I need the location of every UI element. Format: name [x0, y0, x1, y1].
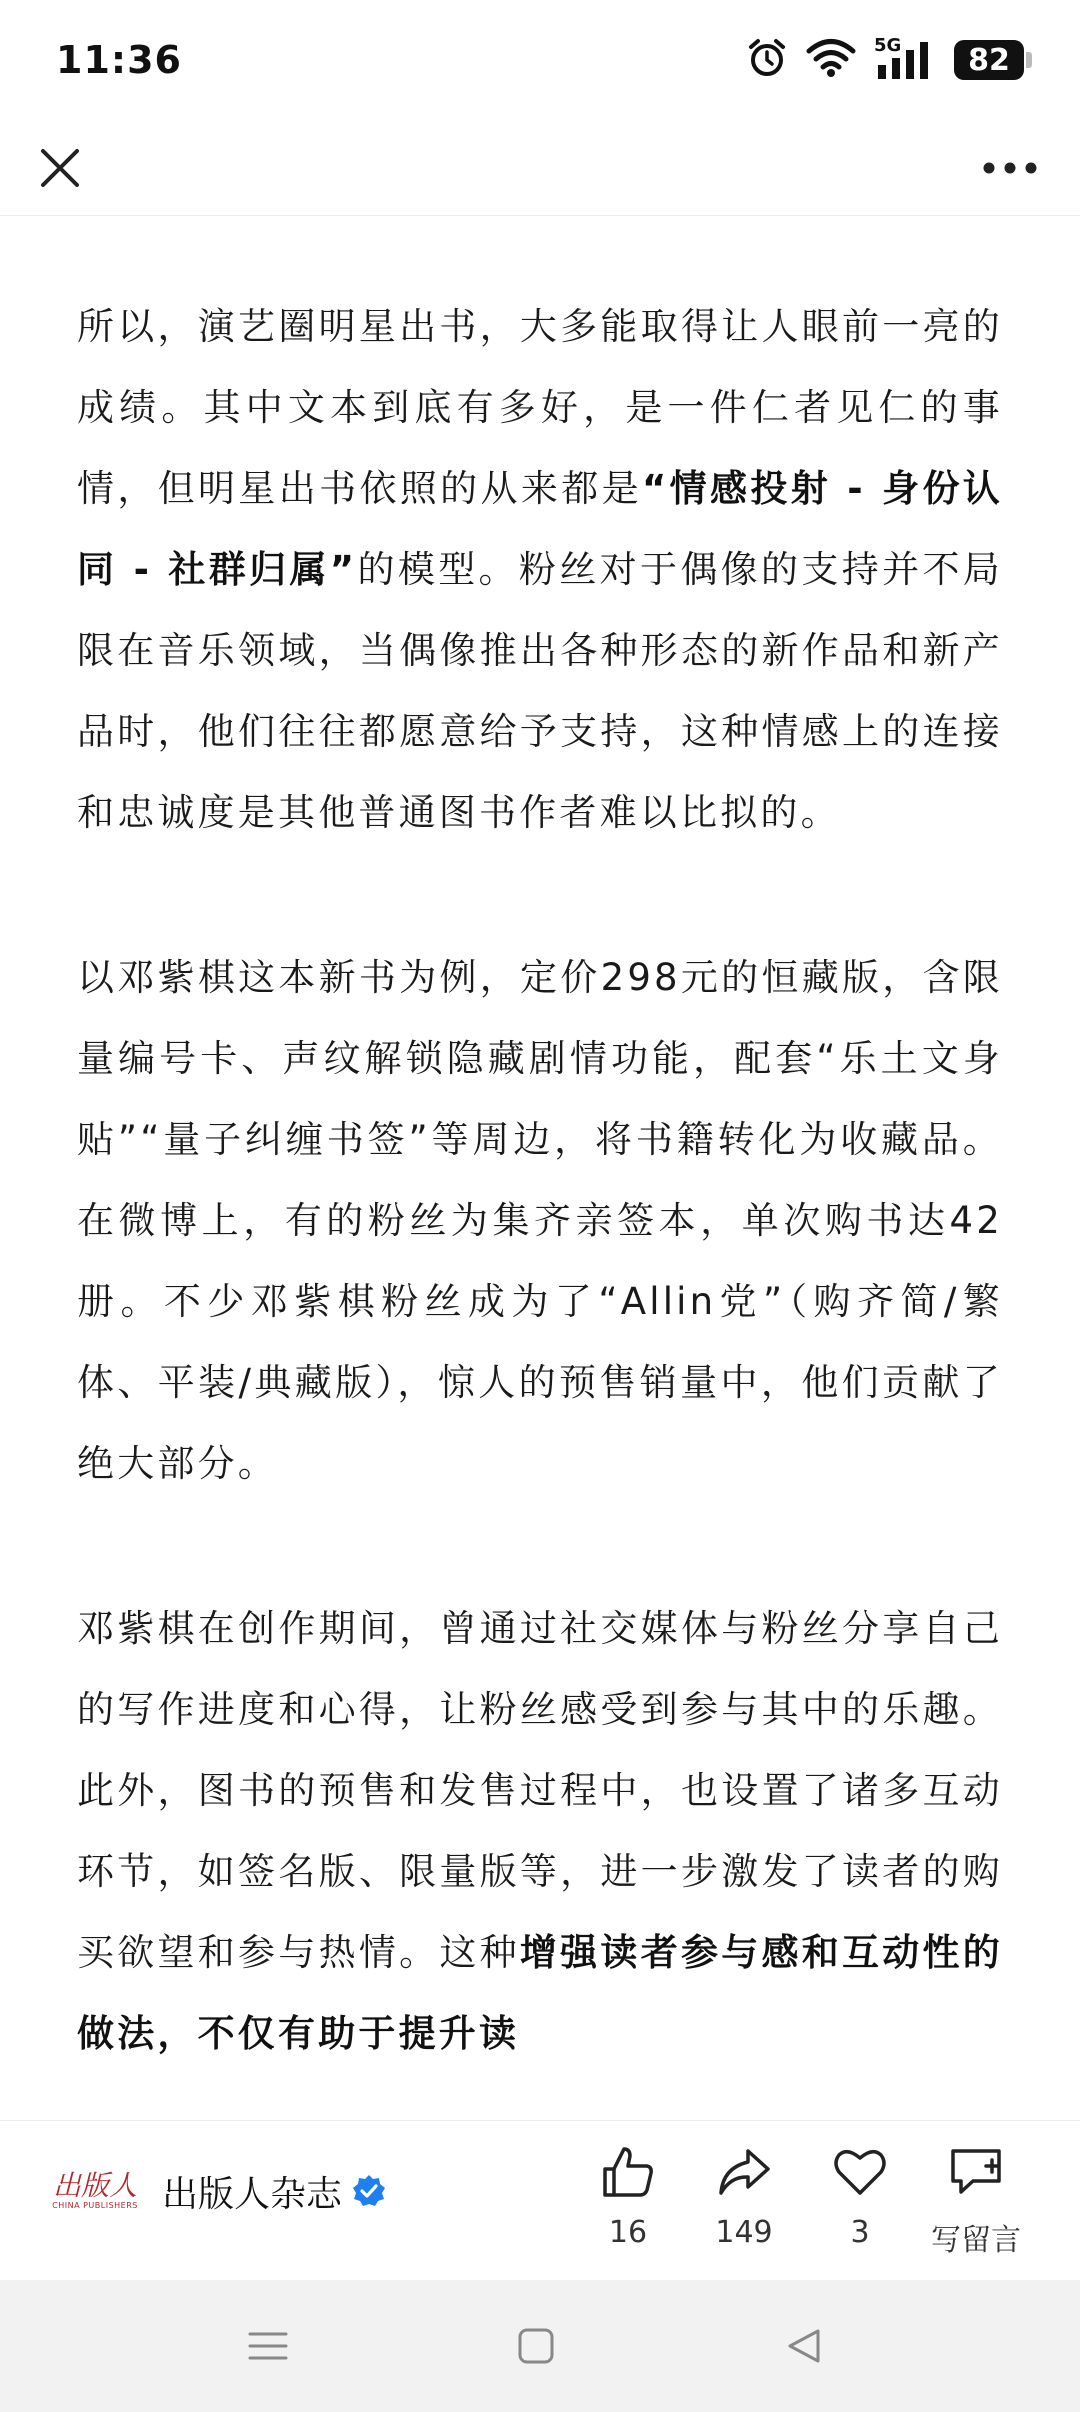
favorite-button[interactable]: [805, 2143, 915, 2250]
comment-button[interactable]: [921, 2143, 1031, 2259]
share-button[interactable]: [689, 2143, 799, 2250]
more-button[interactable]: [970, 138, 1050, 198]
more-icon: [982, 161, 1038, 175]
paragraph: [77, 1588, 1003, 2074]
paragraph-bold-text: 增强读者参与感和互动性的做法，不仅有助于提升读: [77, 1931, 1004, 2055]
paragraph: [77, 937, 1003, 1504]
signal-icon: [874, 35, 936, 81]
verified-icon: [352, 2174, 386, 2208]
heart-icon: [831, 2143, 889, 2201]
logo-cn: 出版人: [52, 2169, 137, 2202]
network-type: 5G: [874, 35, 902, 56]
menu-icon: [248, 2326, 288, 2366]
home-icon: [516, 2326, 556, 2366]
back-icon: [784, 2326, 824, 2366]
share-icon: [715, 2143, 773, 2201]
wifi-icon: [806, 38, 856, 82]
author-info[interactable]: [50, 2161, 386, 2221]
favorite-count: 3: [850, 2215, 870, 2250]
close-button[interactable]: [30, 138, 90, 198]
paragraph-bold-text: “情感投射 - 身份认同 - 社群归属”: [77, 467, 1003, 591]
bottom-action-bar: [0, 2120, 1080, 2280]
share-count: 149: [715, 2215, 773, 2250]
menu-button[interactable]: [240, 2318, 296, 2374]
publisher-logo: [50, 2161, 140, 2221]
home-button[interactable]: [508, 2318, 564, 2374]
paragraph-text: 的模型。粉丝对于偶像的支持并不局限在音乐领域，当偶像推出各种形态的新作品和新产品时，他们往往都愿意给予支持，这种情感上的连接和忠诚度是其他普通图书作者难以比拟的。: [77, 548, 1003, 834]
status-icons: [746, 37, 1032, 83]
author-name[interactable]: 出版人杂志: [162, 2173, 343, 2215]
system-nav-bar: [0, 2280, 1080, 2412]
back-button[interactable]: [776, 2318, 832, 2374]
thumbs-up-icon: [599, 2143, 657, 2201]
paragraph: [77, 286, 1003, 853]
alarm-icon: [746, 37, 788, 83]
paragraph-text: 以邓紫棋这本新书为例，定价298元的恒藏版，含限量编号卡、声纹解锁隐藏剧情功能，配套“乐土文身贴”“量子纠缠书签”等周边，将书籍转化为收藏品。在微博上，有的粉丝为集齐亲签本，单次购书达42册。不少邓紫棋粉丝成为了“Allin党”（购齐简/繁体、平装/典藏版），惊人的预售销量中，他们贡献了绝大部分。: [77, 956, 1003, 1485]
status-bar: [0, 0, 1080, 120]
comment-label: 写留言: [931, 2223, 1021, 2258]
paragraph-text: 所以，演艺圈明星出书，大多能取得让人眼前一亮的成绩。其中文本到底有多好，是一件仁者见仁的事情，但明星出书依照的从来都是: [77, 305, 1003, 510]
close-icon: [39, 147, 81, 189]
like-button[interactable]: [573, 2143, 683, 2250]
top-bar: [0, 120, 1080, 216]
comment-icon: [947, 2143, 1005, 2201]
article-body: [77, 286, 1003, 2158]
status-time: 11:36: [56, 38, 182, 82]
battery-icon: [954, 40, 1032, 80]
battery-level: 82: [954, 40, 1024, 80]
like-count: 16: [608, 2215, 648, 2250]
paragraph-text: 邓紫棋在创作期间，曾通过社交媒体与粉丝分享自己的写作进度和心得，让粉丝感受到参与其中的乐趣。此外，图书的预售和发售过程中，也设置了诸多互动环节，如签名版、限量版等，进一步激发了读者的购买欲望和参与热情。这种: [77, 1607, 1003, 1974]
logo-en: CHINA PUBLISHERS: [52, 2201, 138, 2210]
